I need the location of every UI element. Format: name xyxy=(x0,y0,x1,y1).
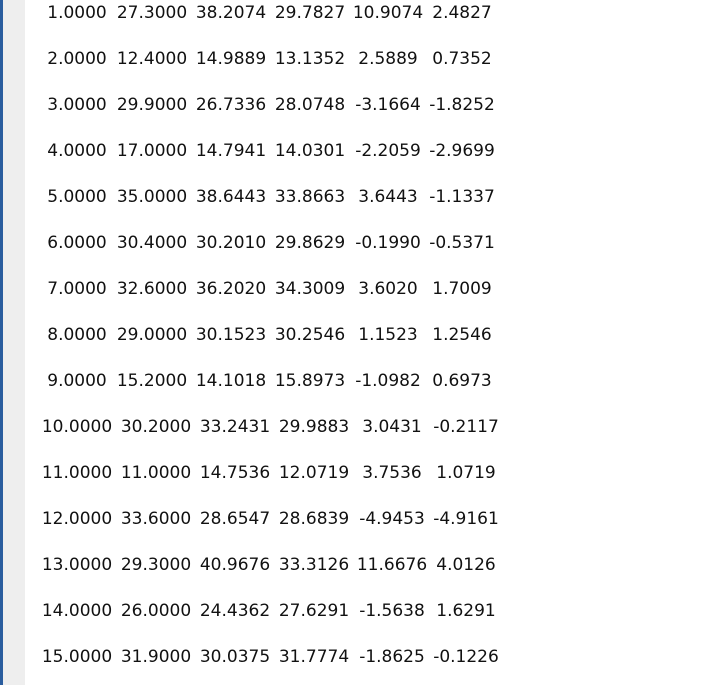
table-cell: 30.2010 xyxy=(195,233,267,253)
table-cell: 24.4362 xyxy=(199,601,271,621)
table-row xyxy=(0,404,710,450)
table-cell: 2.0000 xyxy=(47,49,107,69)
table-cell: 12.0719 xyxy=(278,463,350,483)
table-cell: 5.0000 xyxy=(47,187,107,207)
table-cell: 33.6000 xyxy=(120,509,192,529)
table-row xyxy=(0,312,710,358)
table-cell: 29.0000 xyxy=(116,325,188,345)
table-cell: 27.6291 xyxy=(278,601,350,621)
table-cell: 8.0000 xyxy=(47,325,107,345)
table-cell: 1.1523 xyxy=(358,325,418,345)
table-cell: 15.2000 xyxy=(116,371,188,391)
table-cell: 11.0000 xyxy=(41,463,113,483)
table-cell: 33.2431 xyxy=(199,417,271,437)
table-cell: 12.4000 xyxy=(116,49,188,69)
table-cell: 14.7941 xyxy=(195,141,267,161)
table-cell: 3.7536 xyxy=(362,463,422,483)
table-row xyxy=(0,496,710,542)
table-cell: 14.7536 xyxy=(199,463,271,483)
table-cell: 33.8663 xyxy=(274,187,346,207)
table-cell: 28.6839 xyxy=(278,509,350,529)
table-cell: 7.0000 xyxy=(47,279,107,299)
table-cell: 1.6291 xyxy=(436,601,496,621)
table-cell: 15.0000 xyxy=(41,647,113,667)
table-cell: 40.9676 xyxy=(199,555,271,575)
table-cell: 26.0000 xyxy=(120,601,192,621)
table-cell: 1.0719 xyxy=(436,463,496,483)
table-row xyxy=(0,82,710,128)
table-cell: 11.6676 xyxy=(356,555,428,575)
table-cell: 13.1352 xyxy=(274,49,346,69)
table-cell: 6.0000 xyxy=(47,233,107,253)
table-cell: 3.0000 xyxy=(47,95,107,115)
table-cell: -2.2059 xyxy=(355,141,421,161)
table-cell: 1.2546 xyxy=(432,325,492,345)
table-row xyxy=(0,0,710,36)
table-cell: 4.0126 xyxy=(436,555,496,575)
table-cell: -1.1337 xyxy=(429,187,495,207)
table-cell: 14.0000 xyxy=(41,601,113,621)
table-cell: 30.1523 xyxy=(195,325,267,345)
table-cell: 10.9074 xyxy=(352,3,424,23)
table-row xyxy=(0,450,710,496)
table-cell: 38.2074 xyxy=(195,3,267,23)
table-cell: -0.5371 xyxy=(429,233,495,253)
table-cell: -0.1990 xyxy=(355,233,421,253)
table-cell: 34.3009 xyxy=(274,279,346,299)
table-row xyxy=(0,358,710,404)
table-cell: 9.0000 xyxy=(47,371,107,391)
table-cell: 4.0000 xyxy=(47,141,107,161)
table-cell: 30.4000 xyxy=(116,233,188,253)
table-cell: -1.0982 xyxy=(355,371,421,391)
table-cell: 38.6443 xyxy=(195,187,267,207)
table-cell: 1.0000 xyxy=(47,3,107,23)
table-cell: 14.1018 xyxy=(195,371,267,391)
table-row xyxy=(0,634,710,680)
table-cell: 17.0000 xyxy=(116,141,188,161)
table-row xyxy=(0,174,710,220)
table-cell: 29.3000 xyxy=(120,555,192,575)
table-cell: 29.7827 xyxy=(274,3,346,23)
table-row xyxy=(0,542,710,588)
table-cell: 0.7352 xyxy=(432,49,492,69)
table-cell: 3.6020 xyxy=(358,279,418,299)
table-cell: 0.6973 xyxy=(432,371,492,391)
table-cell: 29.9000 xyxy=(116,95,188,115)
table-cell: -1.8252 xyxy=(429,95,495,115)
table-cell: 30.2546 xyxy=(274,325,346,345)
table-cell: 30.2000 xyxy=(120,417,192,437)
table-cell: 28.6547 xyxy=(199,509,271,529)
table-cell: 26.7336 xyxy=(195,95,267,115)
table-cell: 3.6443 xyxy=(358,187,418,207)
table-cell: 31.9000 xyxy=(120,647,192,667)
table-cell: 29.8629 xyxy=(274,233,346,253)
table-cell: 36.2020 xyxy=(195,279,267,299)
table-cell: 28.0748 xyxy=(274,95,346,115)
table-cell: 10.0000 xyxy=(41,417,113,437)
table-row xyxy=(0,588,710,634)
table-row xyxy=(0,266,710,312)
table-cell: -4.9161 xyxy=(433,509,499,529)
table-cell: 30.0375 xyxy=(199,647,271,667)
table-cell: 33.3126 xyxy=(278,555,350,575)
table-cell: 14.0301 xyxy=(274,141,346,161)
table-row xyxy=(0,36,710,82)
table-cell: 13.0000 xyxy=(41,555,113,575)
table-cell: 2.5889 xyxy=(358,49,418,69)
table-cell: 32.6000 xyxy=(116,279,188,299)
table-cell: -0.1226 xyxy=(433,647,499,667)
table-cell: 3.0431 xyxy=(362,417,422,437)
table-cell: 15.8973 xyxy=(274,371,346,391)
table-cell: 1.7009 xyxy=(432,279,492,299)
table-cell: 12.0000 xyxy=(41,509,113,529)
table-cell: -0.2117 xyxy=(433,417,499,437)
table-cell: 31.7774 xyxy=(278,647,350,667)
table-row xyxy=(0,128,710,174)
table-cell: 14.9889 xyxy=(195,49,267,69)
table-cell: 11.0000 xyxy=(120,463,192,483)
table-cell: -1.8625 xyxy=(359,647,425,667)
table-row xyxy=(0,220,710,266)
table-cell: -1.5638 xyxy=(359,601,425,621)
table-cell: 29.9883 xyxy=(278,417,350,437)
table-cell: 2.4827 xyxy=(432,3,492,23)
table-cell: -3.1664 xyxy=(355,95,421,115)
table-cell: 27.3000 xyxy=(116,3,188,23)
table-cell: -4.9453 xyxy=(359,509,425,529)
table-cell: 35.0000 xyxy=(116,187,188,207)
table-cell: -2.9699 xyxy=(429,141,495,161)
